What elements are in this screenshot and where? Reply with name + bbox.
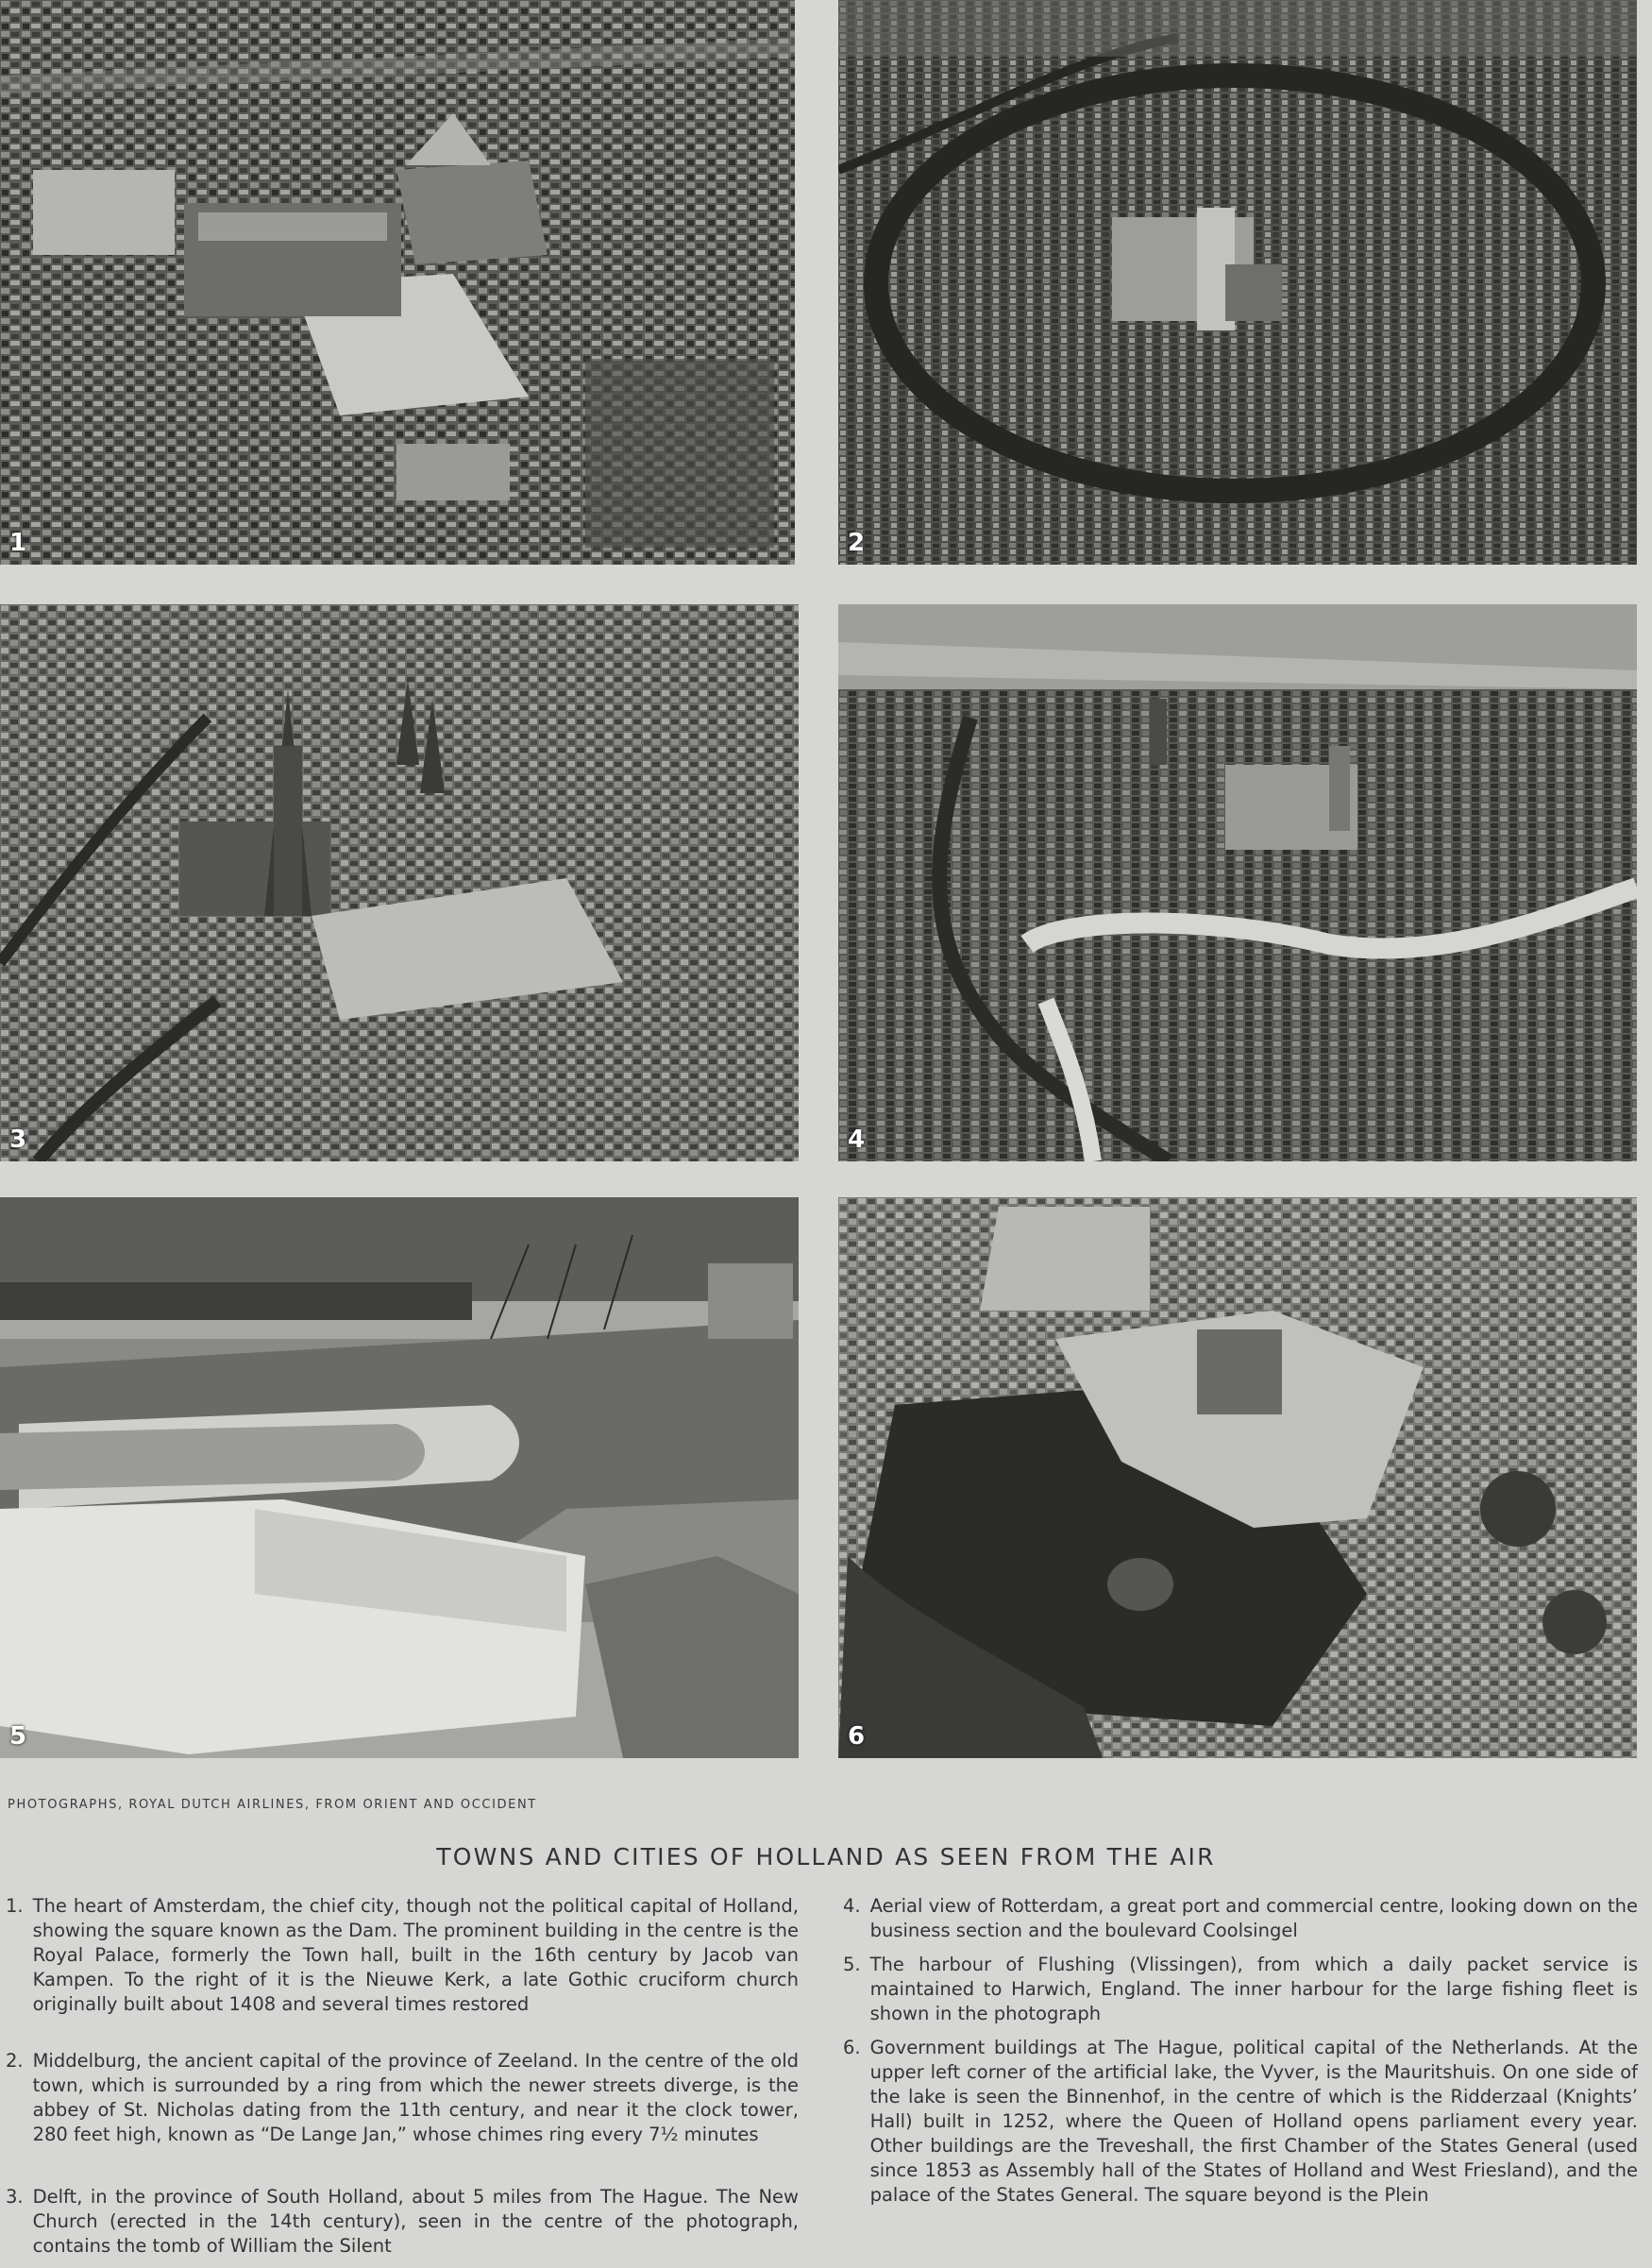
aerial-photo-image <box>0 0 795 565</box>
photo-number: 6 <box>848 1722 866 1751</box>
caption-3 <box>6 2185 799 2259</box>
caption-6 <box>843 2036 1638 2208</box>
aerial-photo-image <box>838 1197 1637 1758</box>
photo-delft <box>0 604 799 1161</box>
aerial-photo-image <box>0 604 799 1161</box>
caption-number: 5. <box>843 1954 861 1975</box>
aerial-photo-image <box>838 604 1637 1161</box>
photo-number: 1 <box>9 529 27 557</box>
captions-left-column <box>6 1894 799 2268</box>
caption-5 <box>843 1953 1638 2026</box>
photo-number: 4 <box>848 1126 866 1154</box>
caption-text: The heart of Amsterdam, the chief city, though not the political capital of Holland, showing the square known as the Dam. The prominent building in the centre is the Royal Palace, formerly the Town hall, built in the 16th century by Jacob van Kampen. To the right of it is the Nieuwe Kerk, a late Gothic cruciform church originally built about 1408 and several times restored <box>32 1895 799 2015</box>
aerial-photo-image <box>838 0 1637 565</box>
photo-number: 3 <box>9 1126 27 1154</box>
caption-number: 6. <box>843 2037 861 2058</box>
caption-text: Aerial view of Rotterdam, a great port and commercial centre, looking down on the business section and the boulevard Coolsingel <box>869 1895 1638 1941</box>
caption-1 <box>6 1894 799 2036</box>
photo-credit: PHOTOGRAPHS, ROYAL DUTCH AIRLINES, FROM ORIENT AND OCCIDENT <box>8 1798 537 1812</box>
caption-number: 1. <box>6 1895 24 1917</box>
caption-2 <box>6 2049 799 2172</box>
caption-number: 2. <box>6 2050 24 2072</box>
caption-text: Delft, in the province of South Holland, about 5 miles from The Hague. The New Church (erected in the 14th century), seen in the centre of the photograph, contains the tomb of William the Silent <box>32 2186 799 2257</box>
caption-4 <box>843 1894 1638 1943</box>
photo-flushing <box>0 1197 799 1758</box>
caption-text: The harbour of Flushing (Vlissingen), from which a daily packet service is maintained to Harwich, England. The inner harbour for the large fishing fleet is shown in the photograph <box>869 1954 1638 2024</box>
caption-text: Middelburg, the ancient capital of the province of Zeeland. In the centre of the old town, which is surrounded by a ring from which the newer streets diverge, is the abbey of St. Nicholas dating from the 11th century, and near it the clock tower, 280 feet high, known as “De Lange Jan,” whose chimes ring every 7½ minutes <box>32 2050 799 2145</box>
photo-number: 5 <box>9 1722 27 1751</box>
caption-number: 3. <box>6 2186 24 2208</box>
photo-middelburg <box>838 0 1637 565</box>
caption-text: Government buildings at The Hague, political capital of the Netherlands. At the upper left corner of the artificial lake, the Vyver, is the Mauritshuis. On one side of the lake is seen the Binnenhof, in the centre of which is the Ridderzaal (Knights’ Hall) built in 1252, where the Queen of Holland opens parliament every year. Other buildings are the Treveshall, the first Chamber of the States General (used since 1853 as Assembly hall of the States of Holland and West Friesland), and the palace of the States General. The square beyond is the Plein <box>869 2037 1638 2206</box>
aerial-photo-image <box>0 1197 799 1758</box>
page-title: TOWNS AND CITIES OF HOLLAND AS SEEN FROM THE AIR <box>436 1843 1216 1870</box>
captions-right-column <box>843 1894 1638 2217</box>
photo-number: 2 <box>848 529 866 557</box>
photo-rotterdam <box>838 604 1637 1161</box>
photo-the-hague <box>838 1197 1637 1758</box>
photo-amsterdam <box>0 0 795 565</box>
caption-number: 4. <box>843 1895 861 1917</box>
